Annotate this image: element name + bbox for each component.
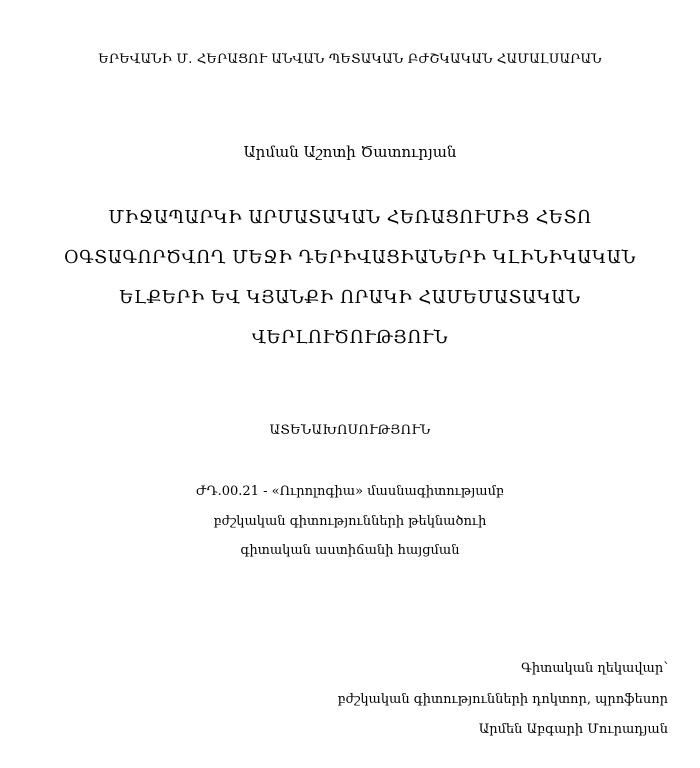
specialty-line: բժշկական գիտությունների թեկնածուի: [213, 514, 487, 529]
supervisor-degree: բժշկական գիտությունների դոկտոր, պրոֆեսոր: [337, 692, 668, 707]
author-name: Արման Աշոտի Ծատուրյան: [243, 143, 457, 161]
thesis-title-line: ՕԳՏԱԳՈՐԾՎՈՂ ՄԵՋԻ ԴԵՐԻՎԱՑԻԱՆԵՐԻ ԿԼԻՆԻԿԱԿԱՆ: [64, 248, 636, 268]
thesis-title-line: ՄԻՋԱՊԱՐԿԻ ԱՐՄԱՏԱԿԱՆ ՀԵՌԱՑՈՒՄԻՑ ՀԵՏՈ: [108, 208, 592, 228]
supervisor-name: Արմեն Աբգարի Մուրադյան: [478, 722, 668, 737]
specialty-line: գիտական աստիճանի հայցման: [240, 543, 460, 558]
thesis-title-line: ՎԵՐԼՈՒԾՈՒԹՅՈՒՆ: [251, 328, 449, 348]
thesis-title-line: ԵԼՔԵՐԻ ԵՎ ԿՅԱՆՔԻ ՈՐԱԿԻ ՀԱՄԵՄԱՏԱԿԱՆ: [119, 288, 581, 308]
specialty-line: ԺԴ.00.21 - «Ուրոլոգիա» մասնագիտությամբ: [196, 484, 504, 499]
university-name: ԵՐԵՎԱՆԻ Մ. ՀԵՐԱՑՈՒ ԱՆՎԱՆ ՊԵՏԱԿԱՆ ԲԺՇԿԱԿԱՆ ՀԱՄԱԼՍԱՐԱՆ: [98, 52, 602, 67]
document-type: ԱՏԵՆԱԽՈՍՈՒԹՅՈՒՆ: [269, 423, 431, 438]
supervisor-label: Գիտական ղեկավար՝: [521, 661, 668, 676]
